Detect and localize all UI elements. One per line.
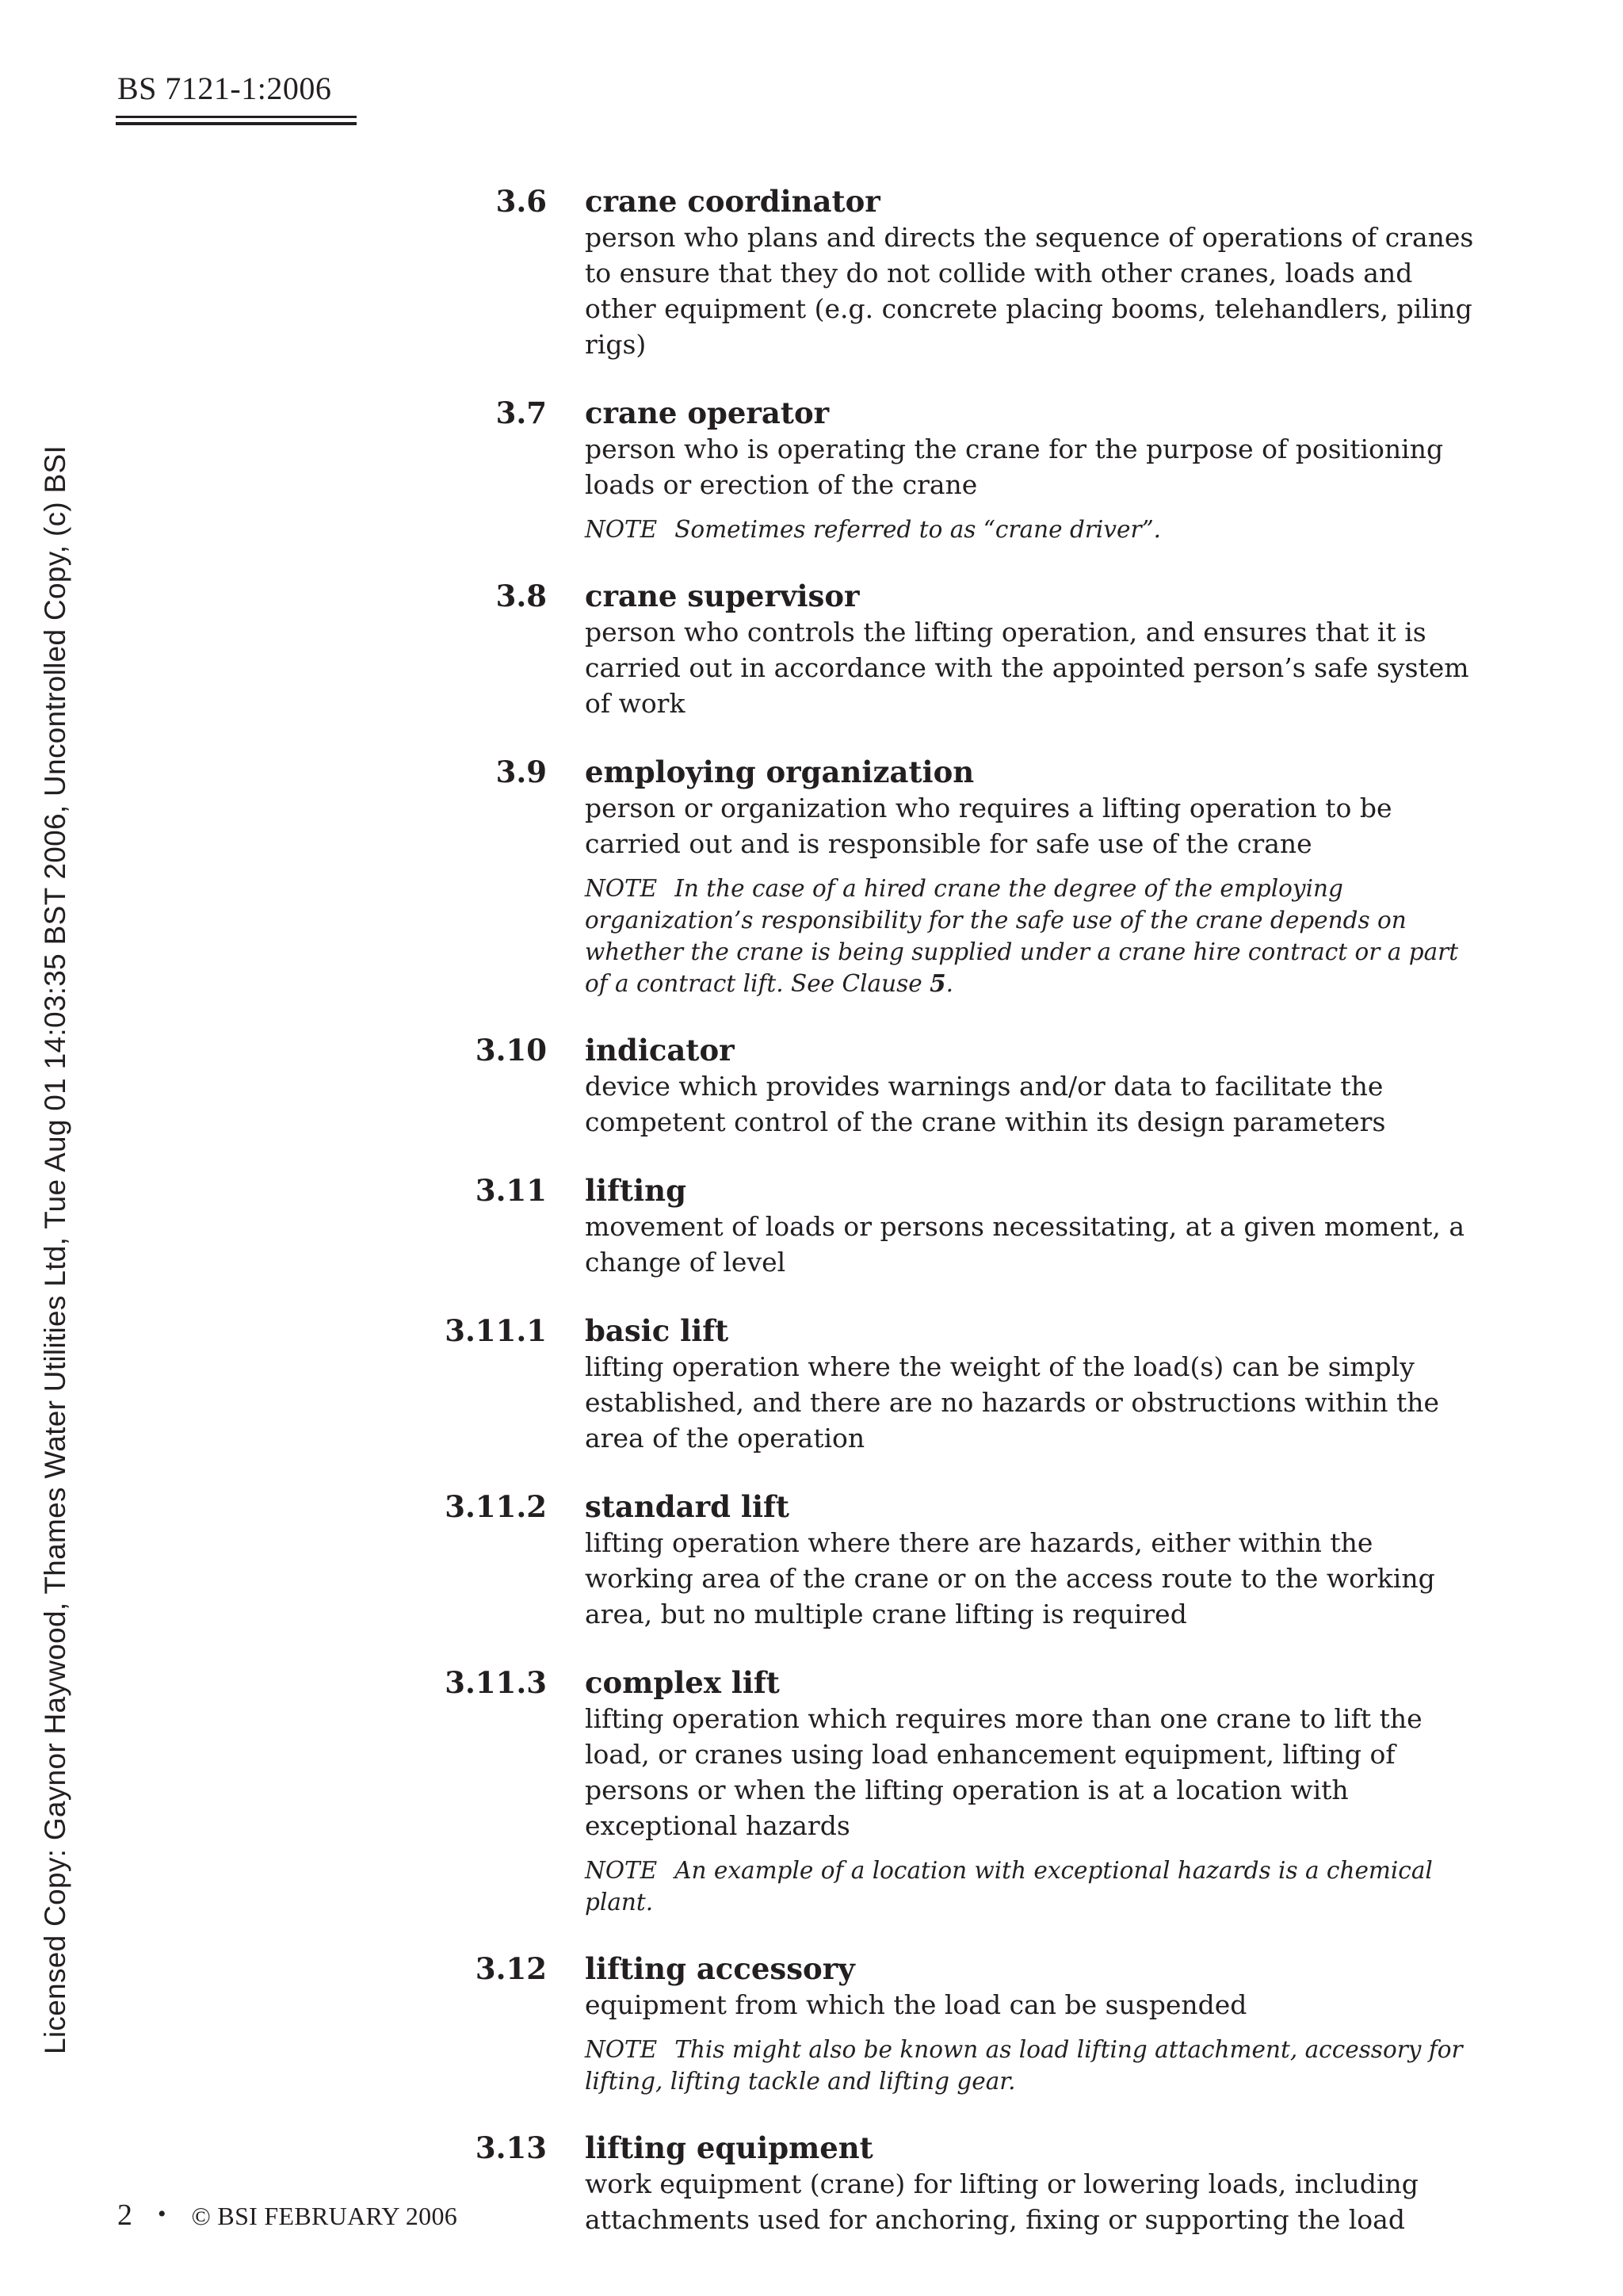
definition-entry — [0, 1033, 1623, 1140]
definition-term: employing organization — [585, 755, 975, 789]
clause-number: 3.11 — [475, 1173, 547, 1208]
definition-term: lifting equipment — [585, 2130, 873, 2165]
clause-number: 3.9 — [495, 755, 547, 789]
definition-note — [585, 1855, 1488, 1918]
definition-term: indicator — [585, 1033, 735, 1068]
definition-text: lifting operation which requires more than one crane to lift the load, or cranes using load enhancement equipment, lifting of persons or when the lifting operation is at a location with exceptional hazards — [585, 1703, 1423, 1841]
definition-entry — [0, 1313, 1623, 1456]
page-number: 2 — [117, 2199, 132, 2232]
definition-note — [585, 514, 1488, 545]
note-label: NOTE — [585, 516, 658, 543]
definition-term: crane coordinator — [585, 184, 880, 219]
definition-term: basic lift — [585, 1313, 729, 1348]
page-header — [116, 73, 357, 125]
note-text: In the case of a hired crane the degree of the employing organization’s responsibility for the safe use of the crane depends on whether the crane is being supplied under a crane hire contract or a part of a contract lift. See Clause — [585, 875, 1459, 997]
definition-term: standard lift — [585, 1489, 790, 1524]
definition-term: crane supervisor — [585, 579, 860, 613]
definition-entry — [0, 755, 1623, 999]
definition-text: person or organization who requires a lifting operation to be carried out and is responsible for safe use of the crane — [585, 793, 1392, 859]
header-rule-thin — [116, 116, 357, 118]
note-text: Sometimes referred to as “crane driver”. — [674, 516, 1162, 543]
note-end: . — [945, 970, 954, 997]
definition-text: device which provides warnings and/or data to facilitate the competent control of the crane within its design parameters — [585, 1071, 1386, 1137]
definitions-list — [0, 184, 1623, 2271]
license-watermark: Licensed Copy: Gaynor Haywood, Thames Water Utilities Ltd, Tue Aug 01 14:03:35 BST 2006, Uncontrolled Copy, (c) BSI — [39, 445, 71, 2054]
header-rule-thick — [116, 122, 357, 125]
clause-reference: 5 — [930, 969, 946, 997]
definition-term: lifting accessory — [585, 1951, 855, 1986]
definition-entry — [0, 1665, 1623, 1918]
definition-entry — [0, 1951, 1623, 2097]
definition-text: person who controls the lifting operation, and ensures that it is carried out in accordance with the appointed person’s safe system of work — [585, 617, 1469, 719]
clause-number: 3.11.1 — [445, 1313, 547, 1348]
definition-text: lifting operation where the weight of the load(s) can be simply established, and there are no hazards or obstructions within the area of the operation — [585, 1351, 1440, 1454]
definition-entry — [0, 579, 1623, 721]
note-label: NOTE — [585, 1857, 658, 1884]
clause-number: 3.8 — [495, 579, 547, 613]
definition-note — [585, 873, 1488, 999]
clause-number: 3.10 — [475, 1033, 547, 1068]
definition-term: crane operator — [585, 395, 830, 430]
copyright-notice: © BSI FEBRUARY 2006 — [191, 2202, 458, 2230]
note-label: NOTE — [585, 2036, 658, 2063]
definition-note — [585, 2034, 1488, 2097]
definition-entry — [0, 184, 1623, 362]
definition-entry — [0, 395, 1623, 545]
clause-number: 3.11.3 — [445, 1665, 547, 1700]
definition-text: equipment from which the load can be suspended — [585, 1989, 1247, 2020]
note-text: This might also be known as load lifting attachment, accessory for lifting, lifting tackle and lifting gear. — [585, 2036, 1463, 2095]
clause-number: 3.13 — [475, 2130, 547, 2165]
clause-number: 3.11.2 — [445, 1489, 547, 1524]
standard-number: BS 7121-1:2006 — [117, 71, 332, 106]
definition-term: lifting — [585, 1173, 686, 1208]
definition-text: person who is operating the crane for the purpose of positioning loads or erection of the crane — [585, 434, 1444, 500]
definition-text: person who plans and directs the sequence of operations of cranes to ensure that they do not collide with other cranes, loads and other equipment (e.g. concrete placing booms, telehandlers, piling rigs) — [585, 222, 1474, 360]
clause-number: 3.12 — [475, 1951, 547, 1986]
definition-text: work equipment (crane) for lifting or lowering loads, including attachments used for anchoring, fixing or supporting the load — [585, 2168, 1419, 2235]
definition-term: complex lift — [585, 1665, 780, 1700]
definition-text: movement of loads or persons necessitating, at a given moment, a change of level — [585, 1211, 1465, 1278]
clause-number: 3.7 — [495, 395, 547, 430]
definition-entry — [0, 1489, 1623, 1632]
clause-number: 3.6 — [495, 184, 547, 219]
footer-bullet: • — [158, 2201, 166, 2227]
note-text: An example of a location with exceptional hazards is a chemical plant. — [585, 1857, 1433, 1916]
definition-text: lifting operation where there are hazards, either within the working area of the crane or on the access route to the working area, but no multiple crane lifting is required — [585, 1527, 1435, 1629]
note-label: NOTE — [585, 875, 658, 902]
definition-entry — [0, 1173, 1623, 1280]
page-footer — [117, 2200, 457, 2230]
